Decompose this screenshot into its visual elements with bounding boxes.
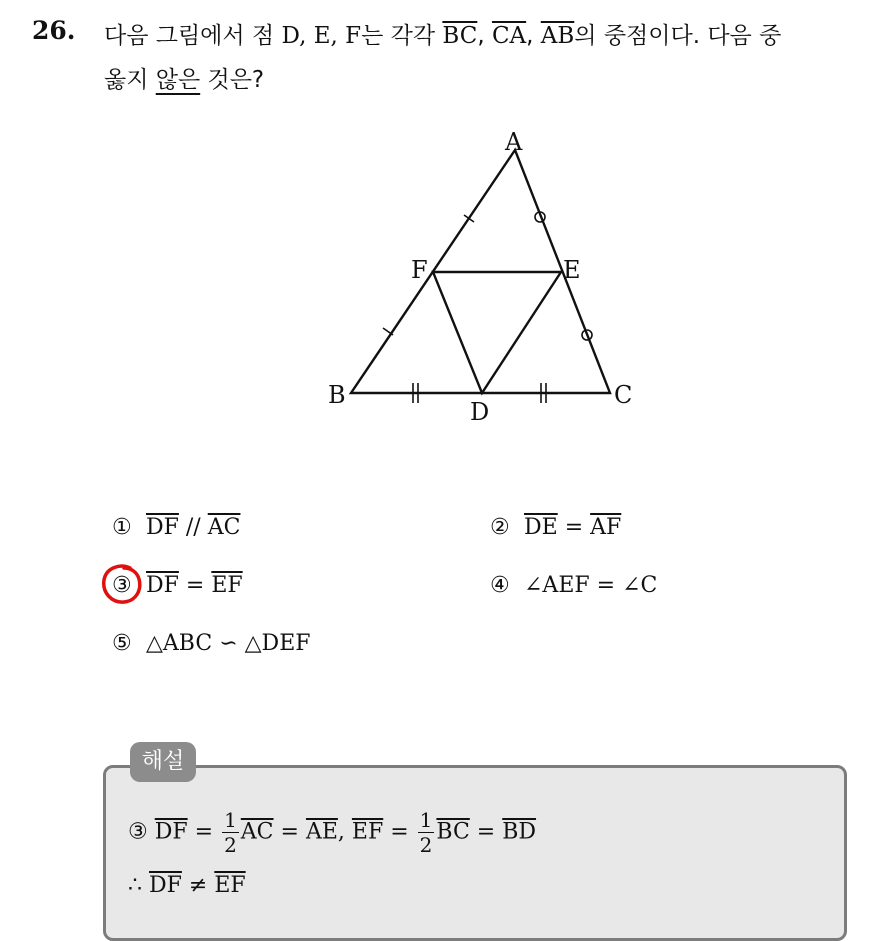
choice-5[interactable]: [112, 631, 311, 656]
stem-text-3: 의 중점이다. 다음 중: [574, 23, 782, 49]
seg-ac: $\overline{AC}$: [240, 819, 274, 845]
triangle-def: [433, 272, 561, 393]
choice-rhs: $\overline{AF}$: [590, 515, 622, 540]
seg-ae: $\overline{AE}$: [305, 819, 338, 845]
question-stem: 다음 그림에서 점 D, E, F는 각각 $\overline{BC}$, $\overline{CA}$, $\overline{AB}$의 중점이다. 다음 중 옳지 않은 것은?: [104, 23, 782, 93]
solution-line-2: [128, 873, 246, 898]
seg-ef: $\overline{EF}$: [351, 819, 384, 845]
stem-text-4: 옳지: [104, 67, 149, 93]
choice-op: =: [557, 515, 591, 540]
fraction-half: [222, 810, 239, 855]
frac-denominator: 2: [419, 833, 433, 857]
choice-number: ⑤: [112, 631, 132, 656]
choice-lhs: $\overline{DF}$: [146, 515, 179, 540]
eq: =: [273, 819, 306, 845]
choice-1[interactable]: [112, 515, 240, 540]
solution-tag: 해설: [130, 742, 196, 782]
seg-bc: $\overline{BC}$: [436, 819, 470, 845]
choice-rhs: $\overline{EF}$: [211, 573, 243, 598]
answer-mark-circle-icon: [100, 562, 144, 606]
label-b: B: [328, 381, 346, 409]
label-a: A: [505, 128, 523, 156]
choice-text: ∠AEF = ∠C: [524, 573, 658, 598]
eq: =: [187, 819, 221, 845]
stem-text-5: 것은?: [207, 67, 265, 93]
choice-lhs: $\overline{DE}$: [524, 515, 558, 540]
label-f: F: [411, 256, 428, 284]
label-e: E: [563, 256, 581, 284]
choice-lhs: $\overline{DF}$: [146, 573, 179, 598]
solution-line-1: [128, 810, 536, 855]
eq: =: [383, 819, 416, 845]
segment-ab: $\overline{AB}$: [540, 23, 575, 49]
therefore-symbol: ∴: [128, 873, 142, 898]
solution-choice-number: ③: [128, 819, 148, 845]
stem-text-2: 는 각각: [361, 23, 436, 49]
stem-text-1: 다음 그림에서 점: [104, 23, 275, 49]
stem-emphasis: 않은: [155, 67, 201, 93]
seg-df: $\overline{DF}$: [154, 819, 188, 845]
seg-df: $\overline{DF}$: [149, 873, 182, 898]
label-d: D: [470, 398, 490, 426]
comma: ,: [337, 819, 352, 845]
stem-points: D, E, F: [281, 23, 362, 49]
segment-bc: $\overline{BC}$: [442, 23, 478, 49]
frac-numerator: 1: [224, 808, 237, 832]
choice-text: △ABC ∽ △DEF: [146, 631, 311, 656]
choice-number: ②: [490, 515, 510, 540]
choice-number: ③: [112, 573, 132, 598]
eq: =: [469, 819, 503, 845]
frac-denominator: 2: [224, 833, 237, 857]
choice-number: ④: [490, 573, 510, 598]
choice-rhs: $\overline{AC}$: [207, 515, 241, 540]
seg-ef: $\overline{EF}$: [214, 873, 246, 898]
choice-op: //: [178, 515, 208, 540]
choice-number: ①: [112, 515, 132, 540]
fraction-half-2: [418, 810, 435, 855]
choice-op: =: [178, 573, 212, 598]
segment-ca: $\overline{CA}$: [491, 23, 527, 49]
choice-2[interactable]: [490, 515, 621, 540]
question-number: 26.: [32, 16, 76, 45]
choice-4[interactable]: [490, 573, 657, 598]
frac-numerator: 1: [419, 808, 433, 832]
seg-bd: $\overline{BD}$: [502, 819, 537, 845]
label-c: C: [614, 381, 633, 409]
neq: ≠: [181, 873, 215, 898]
